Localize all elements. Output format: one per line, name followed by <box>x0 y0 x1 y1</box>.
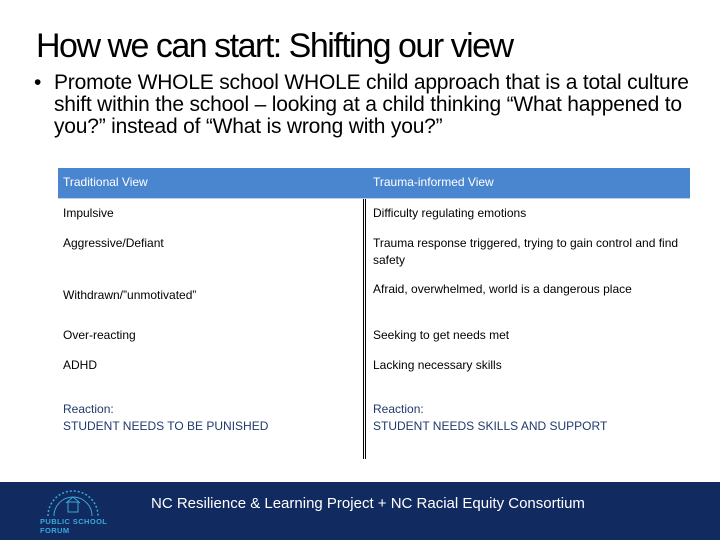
traditional-cell: Impulsive <box>63 206 114 220</box>
traditional-cell: ADHD <box>63 358 98 372</box>
logo-text-line1: PUBLIC SCHOOL <box>40 517 108 526</box>
reaction-text: STUDENT NEEDS SKILLS AND SUPPORT <box>373 419 608 433</box>
table-row <box>58 199 690 229</box>
table-row <box>58 315 690 345</box>
reaction-text: STUDENT NEEDS TO BE PUNISHED <box>63 419 269 433</box>
header-traditional-view: Traditional View <box>63 175 148 189</box>
table-header <box>58 168 690 199</box>
logo-text-line2: FORUM <box>40 526 70 535</box>
bullet-text: Promote WHOLE school WHOLE child approach that is a total culture shift within the school – looking at a child thinking “What happened to you?” instead of “What is wrong with you?” <box>54 71 689 138</box>
reaction-traditional <box>58 391 363 459</box>
bullet-point <box>34 72 694 138</box>
table-row <box>58 273 690 315</box>
footer-bar <box>0 482 720 540</box>
logo-arc-icon <box>34 486 112 516</box>
bullet-dot: • <box>34 71 42 94</box>
reaction-row <box>58 391 690 459</box>
trauma-informed-cell: Afraid, overwhelmed, world is a dangerous place <box>363 273 690 315</box>
slide-title: How we can start: Shifting our view <box>36 27 513 65</box>
reaction-label: Reaction: <box>63 402 114 416</box>
table-row <box>58 345 690 391</box>
footer-text: NC Resilience & Learning Project + NC Racial Equity Consortium <box>151 495 585 512</box>
traditional-cell: Aggressive/Defiant <box>63 236 164 250</box>
trauma-informed-cell: Trauma response triggered, trying to gain control and find safety <box>363 229 690 273</box>
public-school-forum-logo <box>34 486 112 538</box>
trauma-informed-cell: Difficulty regulating emotions <box>363 199 690 229</box>
traditional-cell: Withdrawn/”unmotivated” <box>63 288 197 302</box>
trauma-informed-cell: Seeking to get needs met <box>363 315 690 345</box>
reaction-label: Reaction: <box>373 402 424 416</box>
traditional-cell: Over-reacting <box>63 328 136 342</box>
trauma-informed-cell: Lacking necessary skills <box>363 345 690 391</box>
header-trauma-informed-view: Trauma-informed View <box>373 175 494 189</box>
reaction-trauma-informed <box>363 391 690 459</box>
comparison-table <box>58 168 690 459</box>
table-row <box>58 229 690 273</box>
